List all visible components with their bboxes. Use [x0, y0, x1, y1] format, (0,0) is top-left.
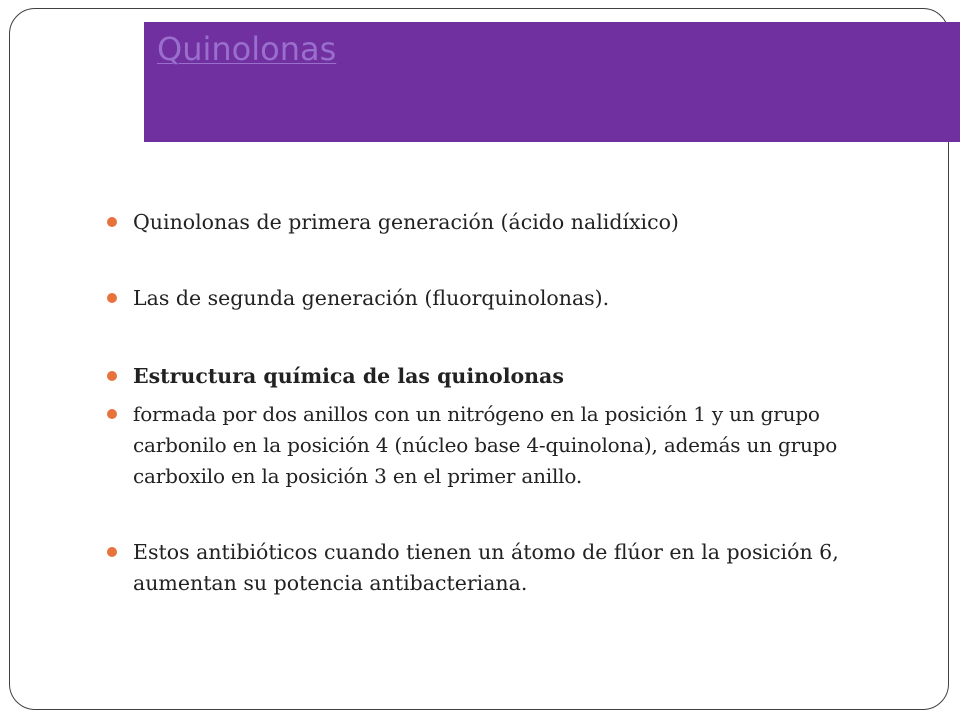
bullet-dot-icon	[107, 371, 117, 381]
bullet-dot-icon	[107, 547, 117, 557]
bullet-text: formada por dos anillos con un nitrógeno en la posición 1 y un grupo carbonilo en la posición 4 (núcleo base 4-quinolona), además un grupo carboxilo en la posición 3 en el primer anillo.	[133, 402, 838, 488]
bullet-text: Las de segunda generación (fluorquinolonas).	[133, 286, 610, 310]
bullet-text: Estructura química de las quinolonas	[133, 364, 564, 388]
bullet-dot-icon	[107, 217, 117, 227]
bullet-text: Estos antibióticos cuando tienen un átomo de flúor en la posición 6, aumentan su potencia antibacteriana.	[133, 540, 839, 595]
slide-title-link[interactable]: Quinolonas	[157, 30, 337, 68]
bullet-dot-icon	[107, 409, 117, 419]
bullet-text: Quinolonas de primera generación (ácido nalidíxico)	[133, 210, 679, 234]
bullet-dot-icon	[107, 293, 117, 303]
